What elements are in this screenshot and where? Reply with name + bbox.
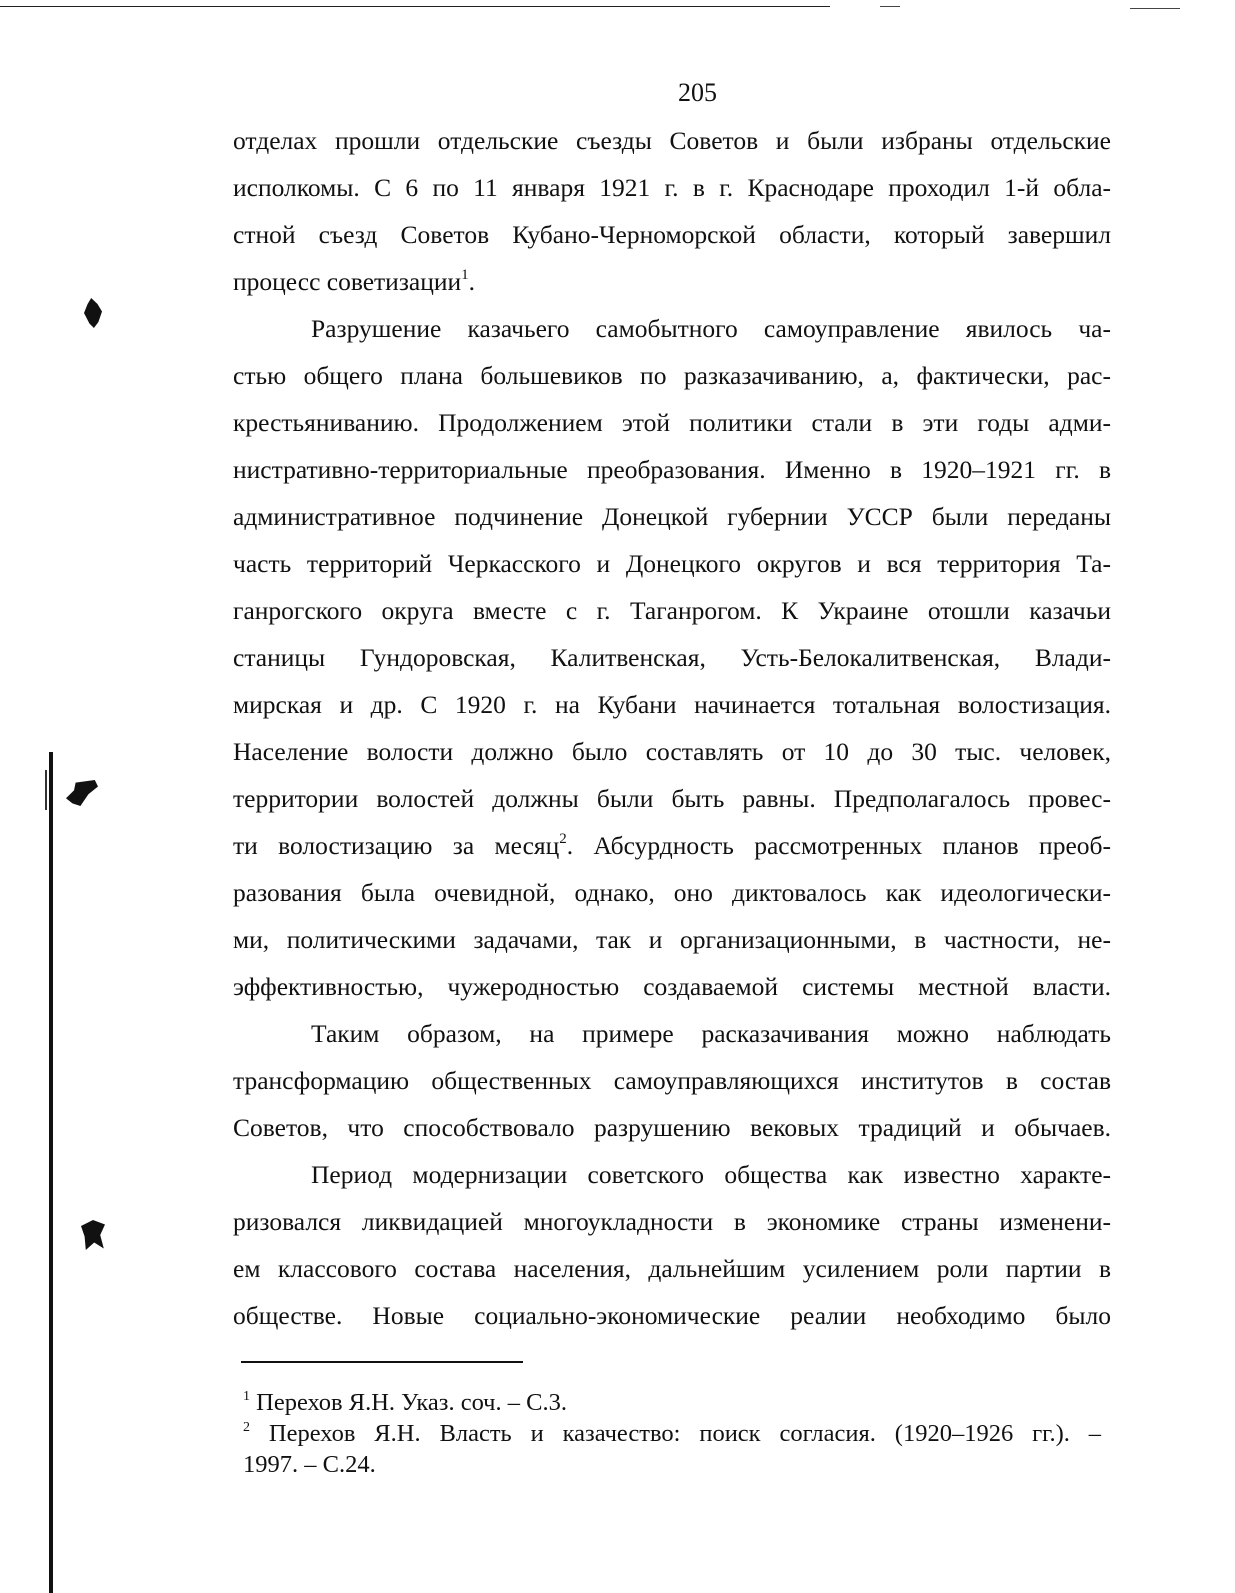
text-line	[233, 352, 1111, 399]
scan-edge-line	[0, 6, 830, 7]
footnote-ref[interactable]: 2	[559, 831, 567, 847]
text-line	[233, 540, 1111, 587]
text-line-content: отделах прошли отдельские съезды Советов и были избраны отдельские	[233, 126, 1111, 155]
text-line-content: ем классового состава населения, дальнейшим усилением роли партии в	[233, 1254, 1111, 1283]
text-line	[233, 728, 1111, 775]
text-line	[233, 634, 1111, 681]
text-line	[233, 869, 1111, 916]
footnote-mark: 1	[243, 1389, 250, 1404]
text-line	[233, 1151, 1111, 1198]
text-line	[233, 117, 1111, 164]
text-line	[233, 822, 1111, 869]
text-line-content: Таким образом, на примере расказачивания можно наблюдать	[311, 1019, 1111, 1048]
text-line-content: стью общего плана большевиков по разказачиванию, а, фактически, рас-	[233, 361, 1111, 390]
text-line	[233, 211, 1111, 258]
punch-hole-mark	[84, 298, 102, 328]
text-line-content: ризовался ликвидацией многоукладности в экономике страны изменени-	[233, 1207, 1111, 1236]
text-line	[233, 258, 1111, 305]
text-line	[233, 164, 1111, 211]
text-line-content: эффективностью, чужеродностью создаваемой системы местной власти.	[233, 972, 1111, 1001]
text-line-content: Советов, что способствовало разрушению вековых традиций и обычаев.	[233, 1113, 1111, 1142]
text-line	[233, 399, 1111, 446]
text-line	[233, 1057, 1111, 1104]
text-line-content: исполкомы. С 6 по 11 января 1921 г. в г. Краснодаре проходил 1-й обла-	[233, 173, 1111, 202]
text-line-tail: .	[468, 267, 476, 296]
text-line	[233, 681, 1111, 728]
text-line	[233, 305, 1111, 352]
text-line	[233, 775, 1111, 822]
text-line	[233, 1198, 1111, 1245]
page-number: 205	[678, 78, 717, 107]
text-line-content: мирская и др. С 1920 г. на Кубани начинается тотальная волостизация.	[233, 690, 1111, 719]
text-line	[233, 1245, 1111, 1292]
scan-binding-shadow	[49, 752, 53, 1593]
text-line-content: административное подчинение Донецкой губернии УССР были переданы	[233, 502, 1111, 531]
text-line-content: ми, политическими задачами, так и организационными, в частности, не-	[233, 925, 1111, 954]
punch-hole-mark	[66, 780, 98, 806]
text-line	[233, 916, 1111, 963]
footnote-line	[243, 1449, 1113, 1480]
footnote-line	[243, 1418, 1101, 1449]
footnote-mark: 2	[243, 1420, 250, 1435]
text-line-tail: . Абсурдность рассмотренных планов преоб-	[566, 831, 1111, 860]
footnote-text: Перехов Я.Н. Власть и казачество: поиск согласия. (1920–1926 гг.). –	[268, 1420, 1101, 1447]
text-line-content: ти волостизацию за месяц	[233, 831, 560, 860]
text-line-content: часть территорий Черкасского и Донецкого округов и вся территория Та-	[233, 549, 1111, 578]
text-line-content: территории волостей должны были быть равны. Предполагалось провес-	[233, 784, 1111, 813]
footnotes	[243, 1387, 1113, 1480]
footnote-text: 1997. – С.24.	[243, 1451, 376, 1478]
text-line	[233, 587, 1111, 634]
footnote-line	[243, 1387, 1113, 1418]
text-line-content: трансформацию общественных самоуправляющихся институтов в состав	[233, 1066, 1111, 1095]
footnote-text: Перехов Я.Н. Указ. соч. – С.3.	[256, 1389, 567, 1416]
body-text	[233, 117, 1111, 1339]
scan-binding-shadow	[45, 770, 47, 810]
text-line-content: крестьяниванию. Продолжением этой политики стали в эти годы адми-	[233, 408, 1111, 437]
text-line-content: станицы Гундоровская, Калитвенская, Усть-Белокалитвенская, Влади-	[233, 643, 1111, 672]
text-line	[233, 493, 1111, 540]
footnote-separator	[241, 1361, 523, 1363]
text-line-content: Период модернизации советского общества как известно характе-	[311, 1160, 1111, 1189]
text-line-content: ганрогского округа вместе с г. Таганрогом. К Украине отошли казачьи	[233, 596, 1111, 625]
text-line-content: нистративно-территориальные преобразования. Именно в 1920–1921 гг. в	[233, 455, 1111, 484]
text-line-content: разования была очевидной, однако, оно диктовалось как идеологически-	[233, 878, 1111, 907]
text-line	[233, 1010, 1111, 1057]
text-line-content: стной съезд Советов Кубано-Черноморской области, который завершил	[233, 220, 1111, 249]
scan-edge-mark	[1130, 8, 1180, 9]
text-line	[233, 963, 1111, 1010]
footnote-ref[interactable]: 1	[461, 267, 469, 283]
text-line-content: Население волости должно было составлять от 10 до 30 тыс. человек,	[233, 737, 1111, 766]
text-line-content: обществе. Новые социально-экономические реалии необходимо было	[233, 1301, 1111, 1330]
text-line-content: процесс советизации	[233, 267, 462, 296]
text-line	[233, 446, 1111, 493]
scan-edge-mark	[880, 6, 900, 7]
text-line	[233, 1104, 1111, 1151]
punch-hole-mark	[81, 1220, 105, 1250]
text-line	[233, 1292, 1111, 1339]
text-line-content: Разрушение казачьего самобытного самоуправление явилось ча-	[311, 314, 1111, 343]
